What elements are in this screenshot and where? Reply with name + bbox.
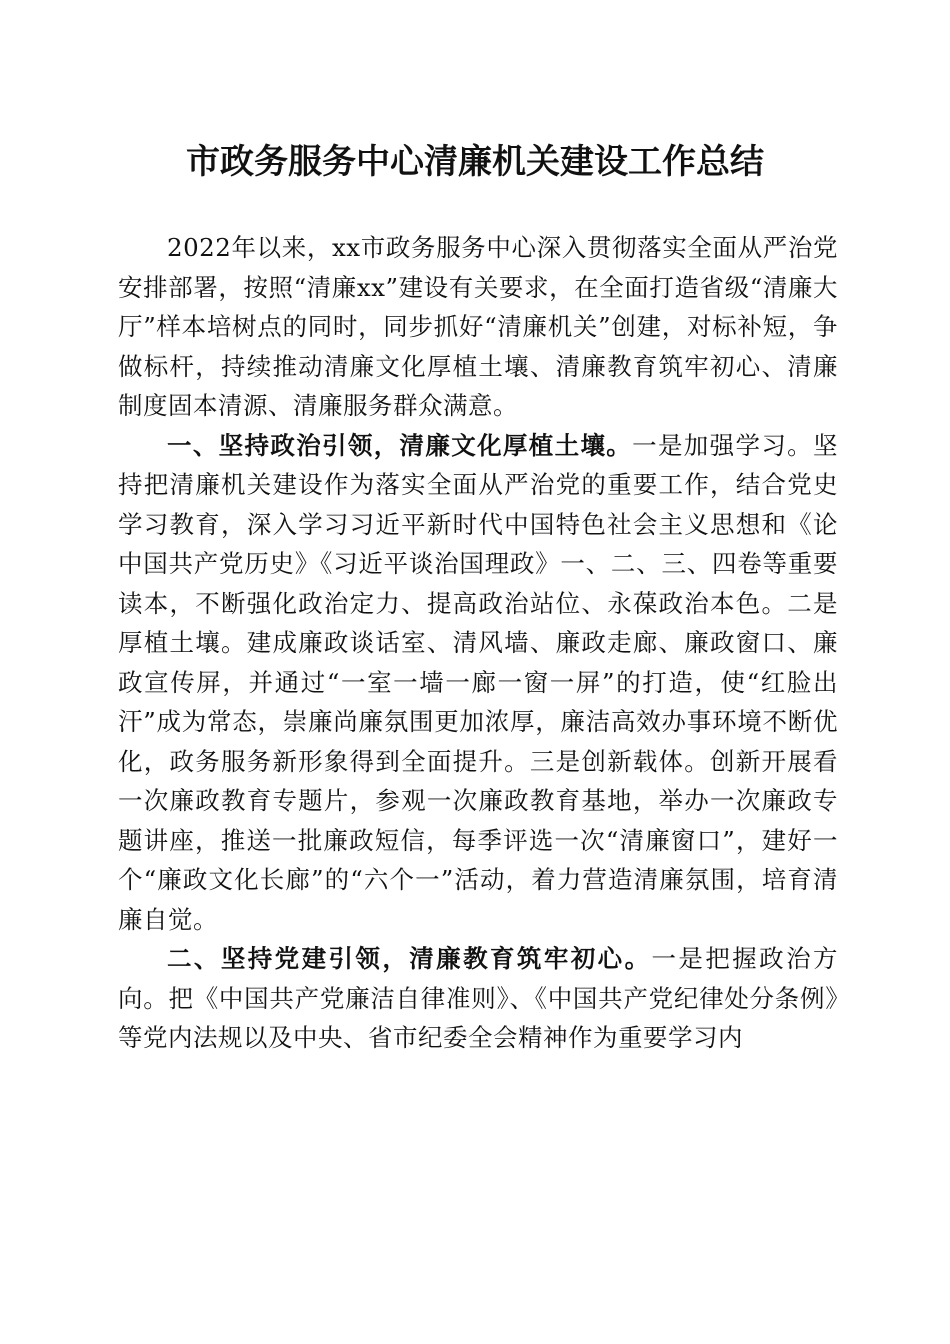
document-body [118,228,838,1058]
paragraph-text: 一是加强学习。坚持把清廉机关建设作为落实全面从严治党的重要工作，结合党史学习教育，深入学习习近平新时代中国特色社会主义思想和《论中国共产党历史》《习近平谈治国理政》一、二、三、四卷等重要读本，不断强化政治定力、提高政治站位、永葆政治本色。二是厚植土壤。建成廉政谈话室、清风墙、廉政走廊、廉政窗口、廉政宣传屏，并通过“一室一墙一廊一窗一屏”的打造，使“红脸出汗”成为常态，崇廉尚廉氛围更加浓厚，廉洁高效办事环境不断优化，政务服务新形象得到全面提升。三是创新载体。创新开展看一次廉政教育专题片，参观一次廉政教育基地，举办一次廉政专题讲座，推送一批廉政短信，每季评选一次“清廉窗口”，建好一个“廉政文化长廊”的“六个一”活动，着力营造清廉氛围，培育清廉自觉。 [118,430,839,934]
paragraph-intro [118,228,838,426]
paragraph-section-2 [118,939,838,1058]
section-heading-2: 二、坚持党建引领，清廉教育筑牢初心。 [167,944,652,973]
paragraph-text: 一是把握政治方向。把《中国共产党廉洁自律准则》、《中国共产党纪律处分条例》等党内法规以及中央、省市纪委全会精神作为重要学习内 [118,944,838,1052]
paragraph-text: 2022年以来，xx市政务服务中心深入贯彻落实全面从严治党安排部署，按照“清廉xx”建设有关要求，在全面打造省级“清廉大厅”样本培树点的同时，同步抓好“清廉机关”创建，对标补短，争做标杆，持续推动清廉文化厚植土壤、清廉教育筑牢初心、清廉制度固本清源、清廉服务群众满意。 [118,233,838,420]
document-title: 市政务服务中心清廉机关建设工作总结 [186,142,764,182]
paragraph-section-1 [118,426,838,940]
section-heading-1: 一、坚持政治引领，清廉文化厚植土壤。 [167,430,633,460]
